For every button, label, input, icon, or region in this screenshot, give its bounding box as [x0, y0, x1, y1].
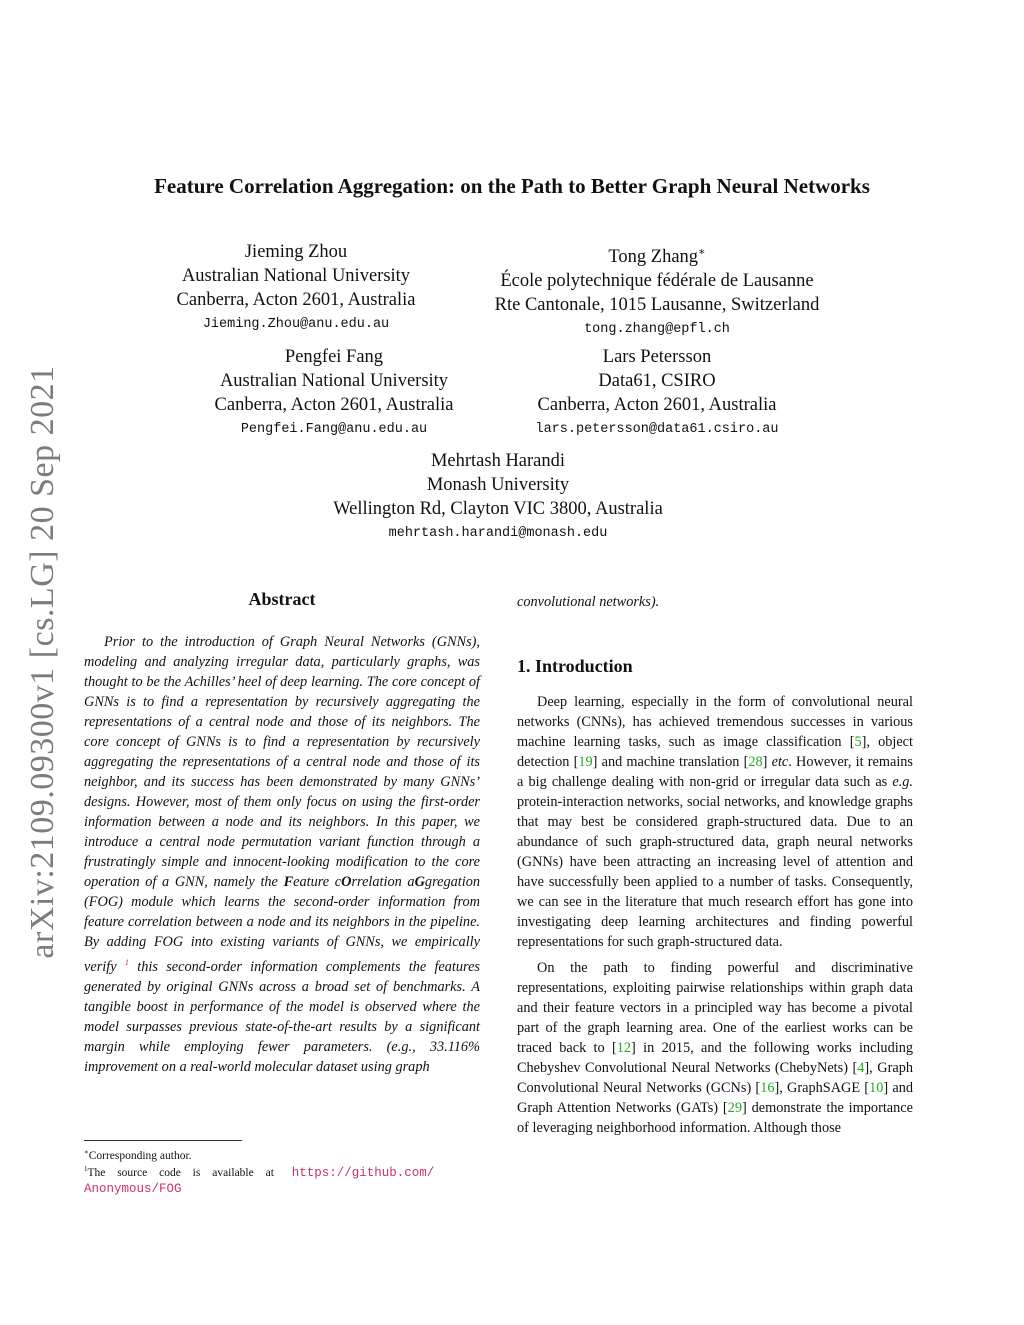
citation-link[interactable]: 16: [760, 1080, 775, 1096]
author-block-4: [507, 345, 807, 439]
author-email[interactable]: Jieming.Zhou@anu.edu.au: [202, 317, 390, 332]
author-block-3: [184, 345, 484, 439]
paper-title: Feature Correlation Aggregation: on the Path to Better Graph Neural Networks: [154, 174, 870, 198]
citation-link[interactable]: 29: [727, 1100, 742, 1116]
author-email[interactable]: tong.zhang@epfl.ch: [584, 322, 730, 338]
code-url-link-cont[interactable]: Anonymous/FOG: [84, 1181, 182, 1196]
author-affiliation: Australian National University: [181, 266, 411, 286]
author-block-2: [462, 240, 852, 339]
author-affiliation: Data61, CSIRO: [598, 371, 716, 391]
author-email[interactable]: lars.petersson@data61.csiro.au: [535, 422, 779, 437]
introduction-heading: 1. Introduction: [517, 656, 633, 676]
author-address: Canberra, Acton 2601, Australia: [537, 395, 777, 415]
citation-link[interactable]: 12: [616, 1040, 632, 1056]
code-url-link[interactable]: https://github.com/: [291, 1165, 435, 1180]
author-name: Lars Petersson: [602, 347, 712, 367]
author-affiliation: Australian National University: [219, 371, 449, 391]
author-name: Tong Zhang∗: [608, 246, 706, 268]
author-name: Pengfei Fang: [284, 347, 384, 367]
author-email[interactable]: mehrtash.harandi@monash.edu: [388, 526, 608, 541]
corresponding-mark: ∗: [698, 246, 706, 258]
author-address: Canberra, Acton 2601, Australia: [214, 395, 454, 415]
footnote-corresponding: ∗Corresponding author.: [84, 1149, 192, 1162]
citation-link[interactable]: 5: [854, 734, 862, 750]
author-address: Rte Cantonale, 1015 Lausanne, Switzerland: [494, 295, 820, 316]
citation-link[interactable]: 4: [857, 1060, 865, 1076]
abstract-body: [84, 632, 480, 1077]
author-affiliation: École polytechnique fédérale de Lausanne: [500, 271, 814, 292]
author-block-1: [146, 240, 446, 334]
citation-link[interactable]: 28: [748, 754, 763, 770]
author-email[interactable]: Pengfei.Fang@anu.edu.au: [240, 422, 428, 437]
intro-paragraph-1: Deep learning, especially in the form of convolutional neural networks (CNNs), has achieved tremendous successes in various machine learning tasks, such as image classification [5], object detection [19] and machine translation [28] etc. However, it remains a big challenge dealing with non-grid or irregular data such as e.g. protein-interaction networks, social networks, and knowledge graphs that may best be considered graph-structured data. Due to an abundance of such graph-structured data, graph neural networks (GNNs) have been attracting an increasing level of attention and have successfully been applied to a number of tasks. Consequently, we can see in the literature that much research effort has gone into investigating deep learning architectures and finding powerful representations for such graph-structured data.: [517, 694, 914, 950]
abstract-continuation: convolutional networks).: [517, 594, 660, 610]
intro-paragraph-2: On the path to finding powerful and discriminative representations, exploiting pairwise relationships within graph data and their feature vectors in a principled way has become a pivotal part of the graph learning area. One of the earliest works can be traced back to [12] in 2015, and the following works including Chebyshev Convolutional Neural Networks (ChebyNets) [4], Graph Convolutional Neural Networks (GCNs) [16], GraphSAGE [10] and Graph Attention Networks (GATs) [29] demonstrate the importance of leveraging neighborhood information. Although those: [517, 960, 913, 1136]
citation-link[interactable]: 10: [869, 1080, 884, 1096]
author-block-5: [298, 449, 698, 543]
author-affiliation: Monash University: [426, 475, 570, 495]
author-name: Jieming Zhou: [244, 242, 348, 262]
author-address: Wellington Rd, Clayton VIC 3800, Australia: [333, 499, 663, 519]
author-address: Canberra, Acton 2601, Australia: [176, 290, 416, 310]
author-name: Mehrtash Harandi: [430, 451, 566, 471]
introduction-body: [517, 692, 913, 1144]
footnote-link[interactable]: 1: [124, 957, 130, 967]
abstract-paragraph: Prior to the introduction of Graph Neural Networks (GNNs), modeling and analyzing irregular data, particularly graphs, was thought to be the Achilles’ heel of deep learning. The core concept of GNNs is to find a representation by recursively aggregating the representations of a central node and those of its neighbors. The core concept of GNNs is to find a representation by recursively aggregating the representations of a central node and those of its neighbor, and its success has been demonstrated by many GNNs’ designs. However, most of them only focus on using the first-order information between a node and its neighbors. In this paper, we introduce a central node permutation variant function through a frustratingly simple and innocent-looking modification to the core operation of a GNN, namely the Feature cOrrelation aGgregation (FOG) module which learns the second-order information from feature correlation between a node and its neighbors in the pipeline. By adding FOG into existing variants of GNNs, we empirically verify $^1$ this second-order information complements the features generated by original GNNs across a broad set of benchmarks. A tangible boost in performance of the model is observed where the model surpasses previous state-of-the-art results by a significant margin while employing fewer parameters. (e.g., 33.116% improvement on a real-world molecular dataset using graph: [84, 634, 480, 1075]
abstract-heading: Abstract: [248, 589, 316, 609]
citation-link[interactable]: 19: [578, 754, 593, 770]
footnote-divider: [84, 1140, 242, 1141]
arxiv-identifier: arXiv:2109.09300v1 [cs.LG] 20 Sep 2021: [24, 365, 61, 959]
footnote-code: $^1$The source code is available at https://github.com/ Anonymous/FOG: [84, 1165, 435, 1196]
